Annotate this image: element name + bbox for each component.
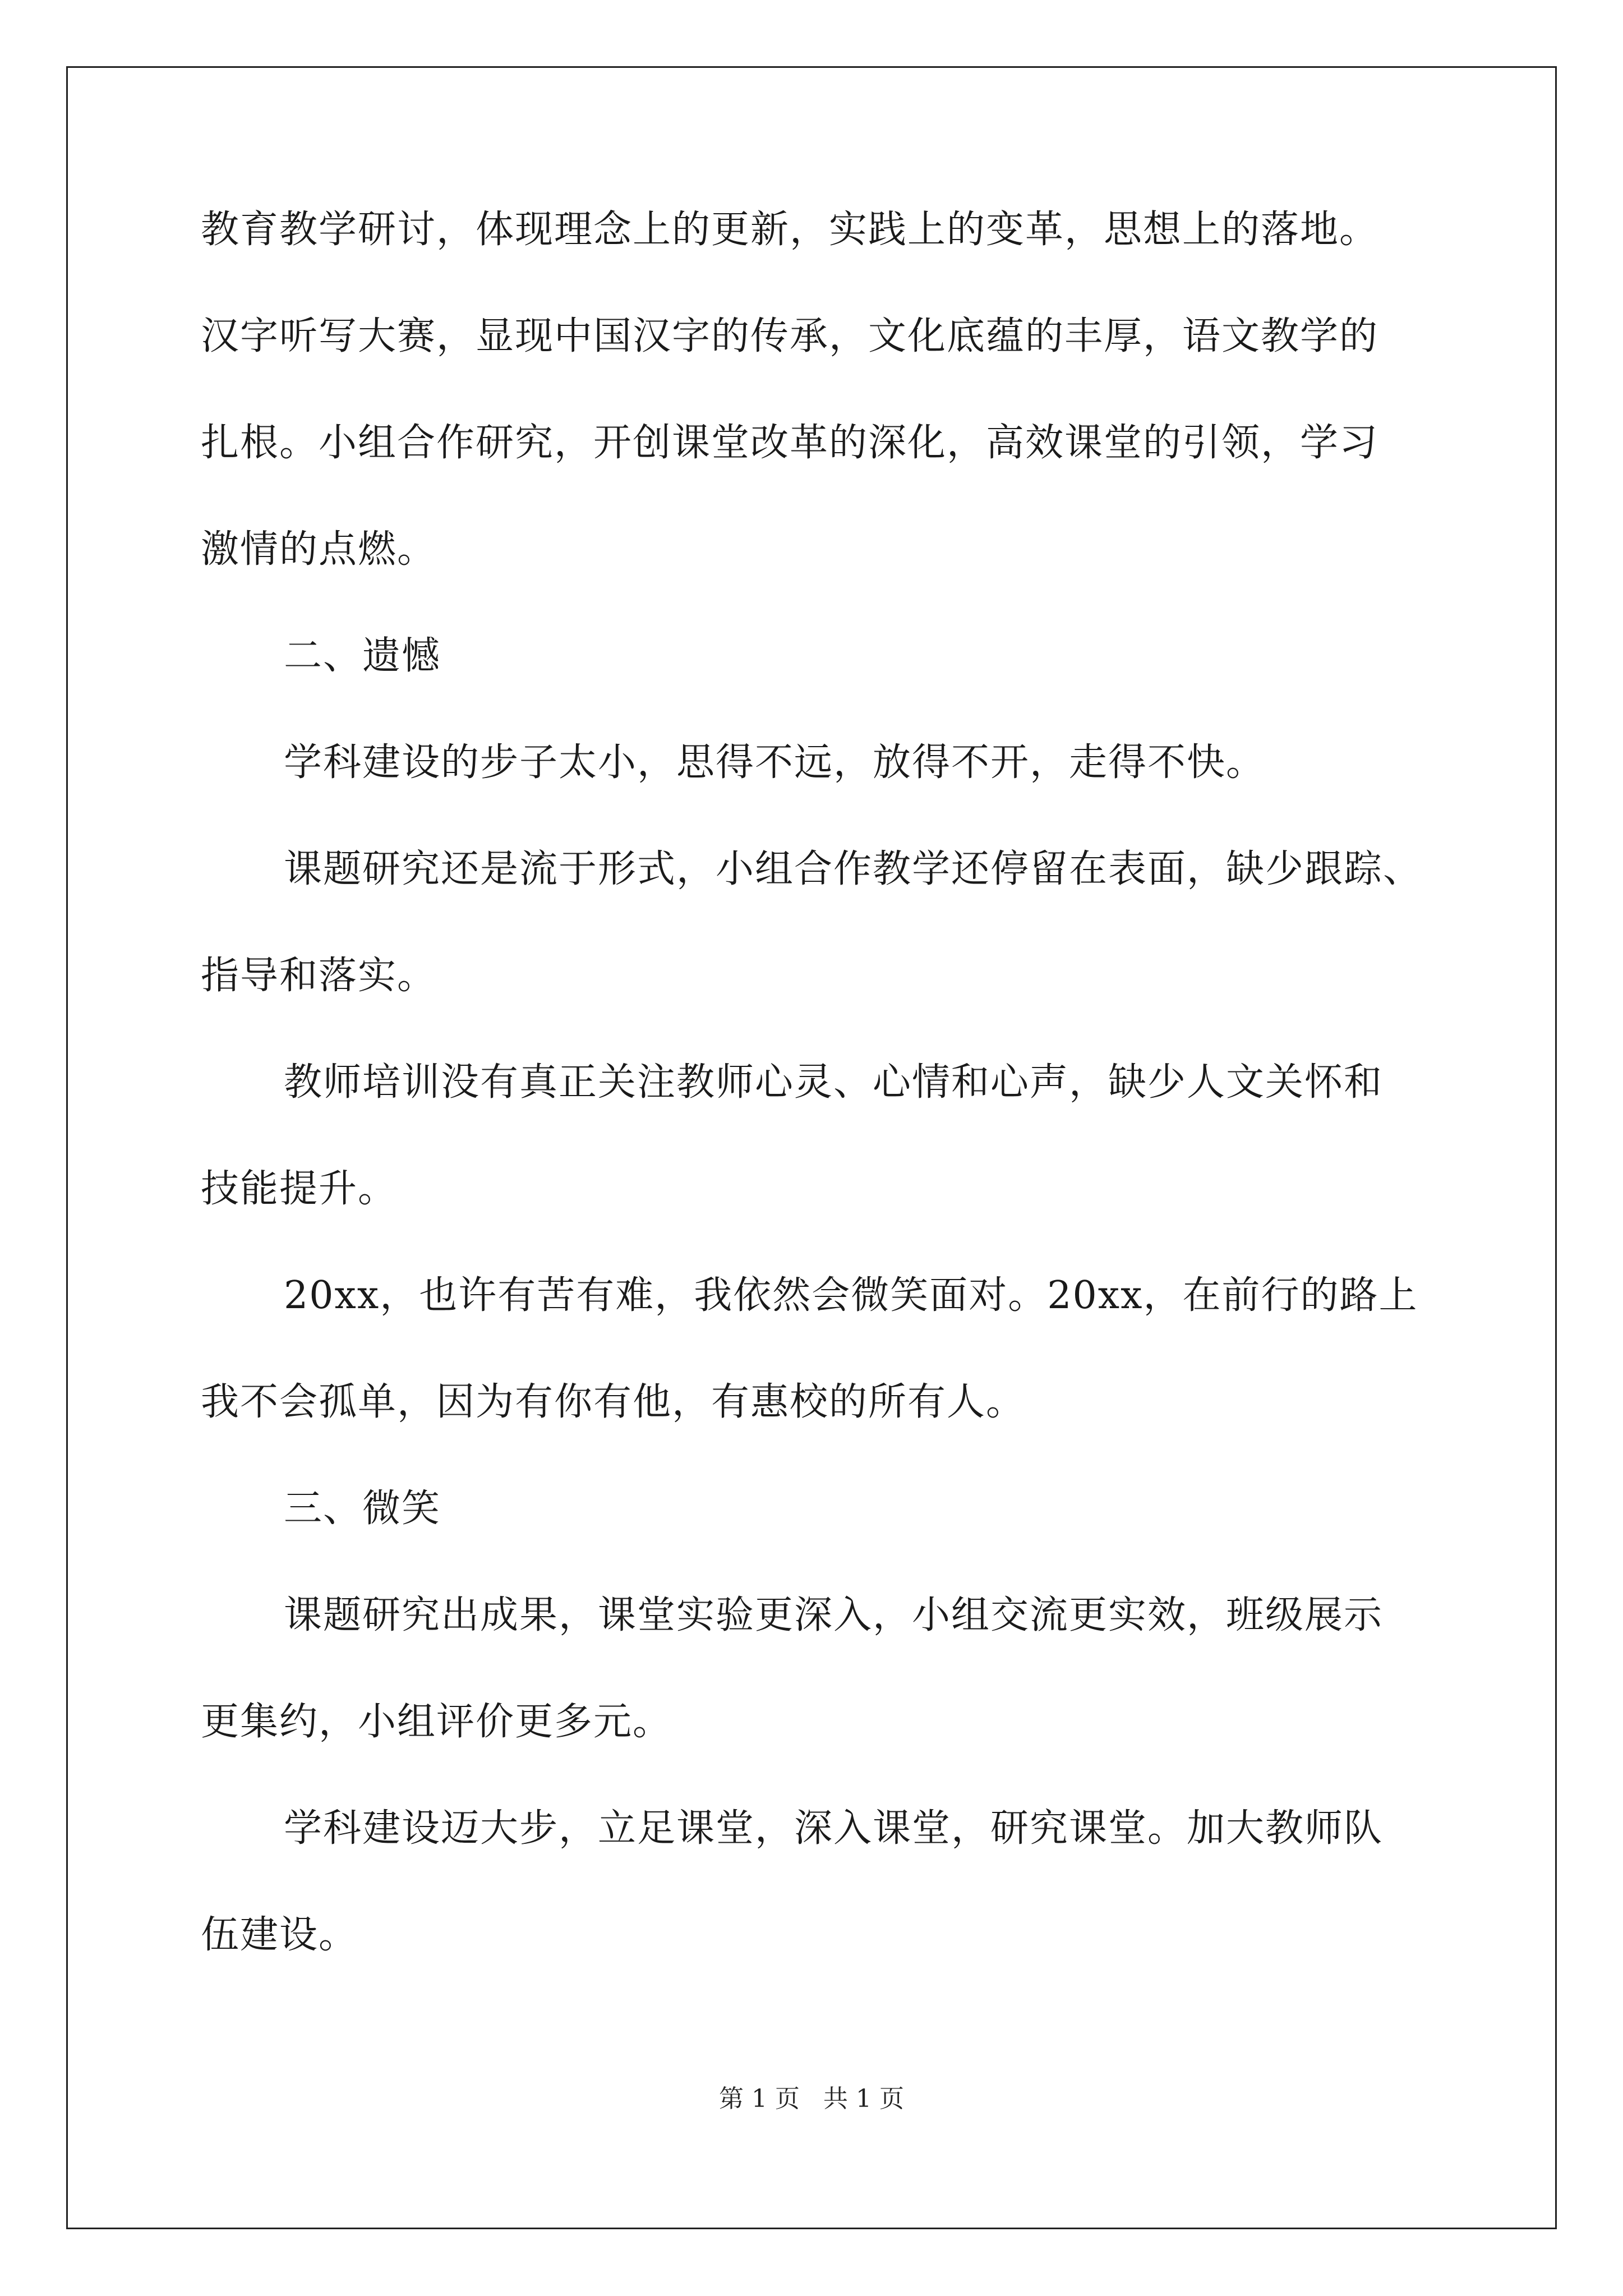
text-line: 20xx，也许有苦有难，我依然会微笑面对。20xx，在前行的路上 [284, 1273, 1418, 1318]
section-heading: 二、遗憾 [284, 634, 441, 678]
text-line: 学科建设迈大步，立足课堂，深入课堂，研究课堂。加大教师队 [284, 1806, 1384, 1851]
text-line: 伍建设。 [201, 1913, 358, 1957]
page-number-footer: 第 1 页 共 1 页 [719, 2085, 904, 2113]
text-line: 激情的点燃。 [201, 527, 437, 572]
text-line: 学科建设的步子太小，思得不远，放得不开，走得不快。 [284, 740, 1266, 785]
section-heading: 三、微笑 [284, 1487, 441, 1531]
text-line: 我不会孤单，因为有你有他，有惠校的所有人。 [201, 1380, 1026, 1424]
text-line: 教育教学研讨，体现理念上的更新，实践上的变革，思想上的落地。 [201, 208, 1379, 252]
page-border [66, 66, 1557, 2229]
text-line: 指导和落实。 [201, 954, 437, 998]
text-line: 技能提升。 [201, 1167, 398, 1211]
text-line: 课题研究出成果，课堂实验更深入，小组交流更实效，班级展示 [284, 1593, 1384, 1637]
text-line: 汉字听写大赛，显现中国汉字的传承，文化底蕴的丰厚，语文教学的 [201, 314, 1379, 358]
text-line: 教师培训没有真正关注教师心灵、心情和心声，缺少人文关怀和 [284, 1060, 1384, 1105]
text-line: 更集约，小组评价更多元。 [201, 1700, 672, 1744]
text-line: 扎根。小组合作研究，开创课堂改革的深化，高效课堂的引领，学习 [201, 421, 1379, 465]
text-line: 课题研究还是流于形式，小组合作教学还停留在表面，缺少跟踪、 [284, 847, 1423, 891]
